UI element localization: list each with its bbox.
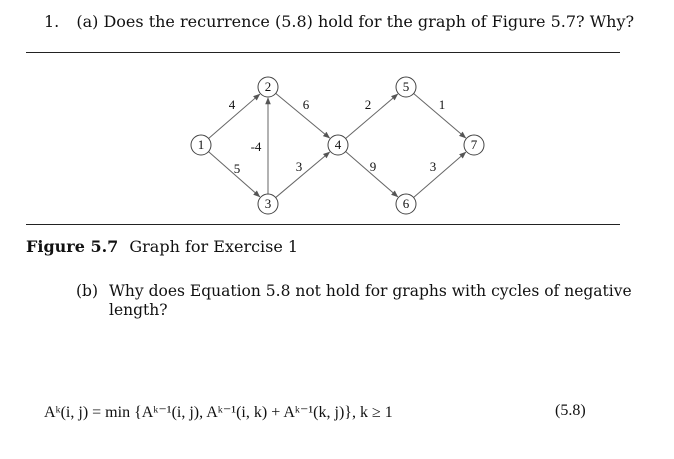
graph-edge-4-5	[346, 94, 398, 138]
part-b-tag: (b)	[76, 282, 99, 300]
graph-node-label: 5	[402, 78, 410, 94]
figure-caption	[26, 237, 298, 256]
graph-edge-6-7	[414, 152, 466, 197]
figure-caption-label: Figure 5.7	[26, 237, 119, 256]
edge-weight-6-7: 3	[429, 158, 437, 174]
graph-node-6	[396, 194, 416, 214]
question-part-b	[76, 282, 636, 320]
equation-5-8: Aᵏ(i, j) = min {Aᵏ⁻¹(i, j), Aᵏ⁻¹(i, k) + Aᵏ⁻¹(k, j)}, k ≥ 1	[44, 404, 393, 421]
edge-weight-1-3: 5	[233, 160, 241, 176]
graph-node-1	[191, 135, 211, 155]
edge-weight-1-2: 4	[228, 96, 236, 112]
graph-node-label: 1	[197, 136, 205, 152]
graph-node-7	[464, 135, 484, 155]
graph-node-label: 3	[264, 195, 272, 211]
graph-node-5	[396, 77, 416, 97]
question-number: 1.	[44, 12, 60, 31]
edge-weight-3-4: 3	[295, 158, 303, 174]
edge-weight-5-7: 1	[438, 96, 446, 112]
edge-weight-2-4: 6	[302, 96, 310, 112]
edge-weight-4-5: 2	[364, 96, 372, 112]
part-b-text: Why does Equation 5.8 not hold for graphs with cycles of negative length?	[109, 282, 632, 319]
equation-number: (5.8)	[555, 402, 586, 419]
edge-weight-4-6: 9	[369, 158, 377, 174]
graph-edge-3-4	[276, 152, 330, 197]
edge-weight-3-2: -4	[250, 138, 262, 154]
graph-node-label: 6	[402, 195, 410, 211]
graph-node-4	[328, 135, 348, 155]
graph-node-2	[258, 77, 278, 97]
graph-node-label: 7	[470, 136, 478, 152]
graph-node-3	[258, 194, 278, 214]
graph-node-label: 4	[334, 136, 342, 152]
figure-bottom-rule	[26, 224, 620, 225]
question-text: (a) Does the recurrence (5.8) hold for the graph of Figure 5.7? Why?	[76, 12, 635, 31]
figure-caption-text: Graph for Exercise 1	[129, 237, 299, 256]
graph-node-label: 2	[264, 78, 272, 94]
